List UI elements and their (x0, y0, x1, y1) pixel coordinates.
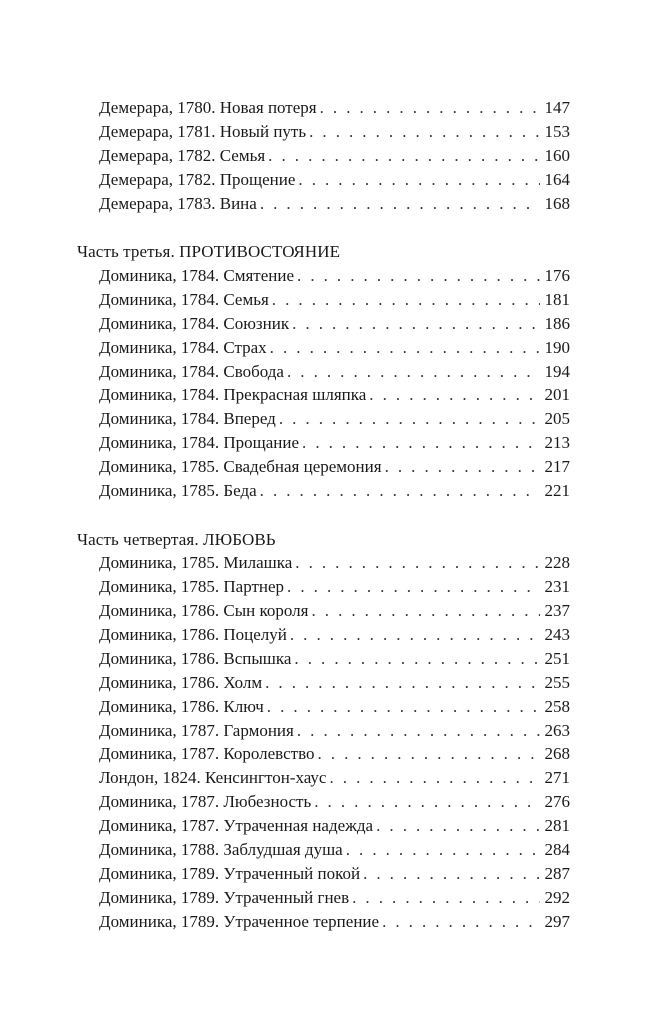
entry-page-number: 297 (544, 911, 570, 931)
entry-page-number: 251 (544, 648, 570, 668)
toc-entry[interactable] (77, 910, 570, 934)
toc-entry[interactable] (77, 742, 570, 766)
entry-title: Доминика, 1786. Вспышка (99, 648, 292, 668)
entry-page-number: 228 (544, 553, 570, 573)
entry-page-number: 201 (544, 385, 570, 405)
entry-title: Доминика, 1786. Сын короля (99, 601, 309, 621)
toc-entry[interactable] (77, 623, 570, 647)
toc-entry[interactable] (77, 790, 570, 814)
toc-section (77, 96, 570, 215)
entry-title: Лондон, 1824. Кенсингтон-хаус (99, 768, 327, 788)
toc-entry[interactable] (77, 551, 570, 575)
dot-leader (270, 336, 540, 360)
dot-leader (287, 575, 540, 599)
entry-page-number: 268 (544, 744, 570, 764)
entry-page-number: 284 (544, 840, 570, 860)
toc-entry[interactable] (77, 695, 570, 719)
entry-title: Доминика, 1789. Утраченный покой (99, 863, 361, 883)
toc-entry[interactable] (77, 360, 570, 384)
toc-entry[interactable] (77, 383, 570, 407)
entry-page-number: 205 (544, 409, 570, 429)
entry-title: Демерара, 1782. Прощение (99, 169, 296, 189)
entry-page-number: 160 (544, 145, 570, 165)
toc-entry[interactable] (77, 671, 570, 695)
entry-page-number: 281 (544, 816, 570, 836)
dot-leader (297, 264, 540, 288)
dot-leader (297, 719, 540, 743)
dot-leader (260, 479, 540, 503)
toc-list (77, 264, 570, 503)
toc-entry[interactable] (77, 192, 570, 216)
toc-entry[interactable] (77, 407, 570, 431)
dot-leader (292, 312, 540, 336)
dot-leader (352, 886, 540, 910)
toc-entry[interactable] (77, 886, 570, 910)
entry-title: Доминика, 1786. Ключ (99, 696, 264, 716)
toc-entry[interactable] (77, 312, 570, 336)
dot-leader (272, 288, 540, 312)
entry-title: Доминика, 1786. Холм (99, 672, 263, 692)
toc-entry[interactable] (77, 479, 570, 503)
entry-title: Доминика, 1784. Семья (99, 289, 269, 309)
entry-title: Доминика, 1784. Вперед (99, 409, 276, 429)
dot-leader (317, 742, 540, 766)
toc-entry[interactable] (77, 336, 570, 360)
toc-section (77, 528, 570, 934)
entry-page-number: 287 (544, 863, 570, 883)
toc-entry[interactable] (77, 575, 570, 599)
toc-list (77, 551, 570, 933)
toc-entry[interactable] (77, 766, 570, 790)
entry-title: Доминика, 1789. Утраченный гнев (99, 887, 350, 907)
dot-leader (369, 383, 540, 407)
toc-entry[interactable] (77, 455, 570, 479)
dot-leader (363, 862, 540, 886)
entry-title: Доминика, 1785. Свадебная церемония (99, 457, 382, 477)
entry-title: Доминика, 1786. Поцелуй (99, 625, 287, 645)
dot-leader (329, 766, 540, 790)
dot-leader (287, 360, 540, 384)
toc-entry[interactable] (77, 647, 570, 671)
toc-entry[interactable] (77, 96, 570, 120)
entry-title: Доминика, 1788. Заблудшая душа (99, 840, 343, 860)
dot-leader (267, 695, 540, 719)
entry-title: Доминика, 1784. Прекрасная шляпка (99, 385, 367, 405)
entry-title: Демерара, 1781. Новый путь (99, 121, 307, 141)
entry-page-number: 186 (544, 313, 570, 333)
toc-entry[interactable] (77, 599, 570, 623)
dot-leader (265, 671, 540, 695)
entry-page-number: 217 (544, 457, 570, 477)
dot-leader (260, 192, 540, 216)
entry-title: Доминика, 1787. Любезность (99, 792, 312, 812)
entry-page-number: 153 (544, 121, 570, 141)
entry-title: Доминика, 1787. Утраченная надежда (99, 816, 374, 836)
toc-entry[interactable] (77, 264, 570, 288)
entry-page-number: 221 (544, 480, 570, 500)
entry-page-number: 176 (544, 265, 570, 285)
part-title: Часть третья. ПРОТИВОСТОЯНИЕ (77, 242, 341, 262)
entry-title: Доминика, 1784. Прощание (99, 433, 300, 453)
dot-leader (311, 599, 540, 623)
entry-title: Доминика, 1785. Партнер (99, 577, 285, 597)
toc-section (77, 240, 570, 502)
dot-leader (382, 910, 540, 934)
entry-page-number: 271 (544, 768, 570, 788)
dot-leader (302, 431, 540, 455)
dot-leader (320, 96, 540, 120)
entry-title: Доминика, 1787. Гармония (99, 720, 294, 740)
dot-leader (290, 623, 540, 647)
toc-entry[interactable] (77, 719, 570, 743)
entry-title: Доминика, 1784. Смятение (99, 265, 295, 285)
entry-page-number: 190 (544, 337, 570, 357)
dot-leader (298, 168, 540, 192)
toc-entry[interactable] (77, 168, 570, 192)
entry-page-number: 147 (544, 98, 570, 117)
entry-page-number: 213 (544, 433, 570, 453)
entry-title: Доминика, 1787. Королевство (99, 744, 315, 764)
table-of-contents (77, 96, 570, 934)
entry-page-number: 276 (544, 792, 570, 812)
dot-leader (346, 838, 540, 862)
entry-title: Демерара, 1780. Новая потеря (99, 98, 317, 117)
toc-entry[interactable] (77, 862, 570, 886)
dot-leader (314, 790, 540, 814)
entry-page-number: 231 (544, 577, 570, 597)
entry-page-number: 164 (544, 169, 570, 189)
dot-leader (376, 814, 540, 838)
toc-entry[interactable] (77, 288, 570, 312)
toc-entry[interactable] (77, 120, 570, 144)
entry-page-number: 181 (544, 289, 570, 309)
entry-title: Доминика, 1784. Страх (99, 337, 267, 357)
toc-entry[interactable] (77, 814, 570, 838)
entry-page-number: 168 (544, 193, 570, 213)
dot-leader (294, 647, 540, 671)
entry-page-number: 237 (544, 601, 570, 621)
entry-title: Доминика, 1785. Милашка (99, 553, 293, 573)
toc-entry[interactable] (77, 838, 570, 862)
entry-title: Доминика, 1785. Беда (99, 480, 257, 500)
toc-list (77, 96, 570, 215)
toc-entry[interactable] (77, 431, 570, 455)
entry-title: Доминика, 1784. Свобода (99, 361, 284, 381)
entry-page-number: 292 (544, 887, 570, 907)
dot-leader (295, 551, 540, 575)
dot-leader (385, 455, 540, 479)
dot-leader (268, 144, 540, 168)
entry-title: Доминика, 1784. Союзник (99, 313, 290, 333)
toc-entry[interactable] (77, 144, 570, 168)
dot-leader (309, 120, 540, 144)
part-title: Часть четвертая. ЛЮБОВЬ (77, 529, 276, 549)
entry-title: Демерара, 1782. Семья (99, 145, 266, 165)
entry-title: Демерара, 1783. Вина (99, 193, 257, 213)
entry-page-number: 194 (544, 361, 570, 381)
dot-leader (279, 407, 540, 431)
entry-title: Доминика, 1789. Утраченное терпение (99, 911, 380, 931)
entry-page-number: 243 (544, 625, 570, 645)
entry-page-number: 255 (544, 672, 570, 692)
entry-page-number: 258 (544, 696, 570, 716)
entry-page-number: 263 (544, 720, 570, 740)
